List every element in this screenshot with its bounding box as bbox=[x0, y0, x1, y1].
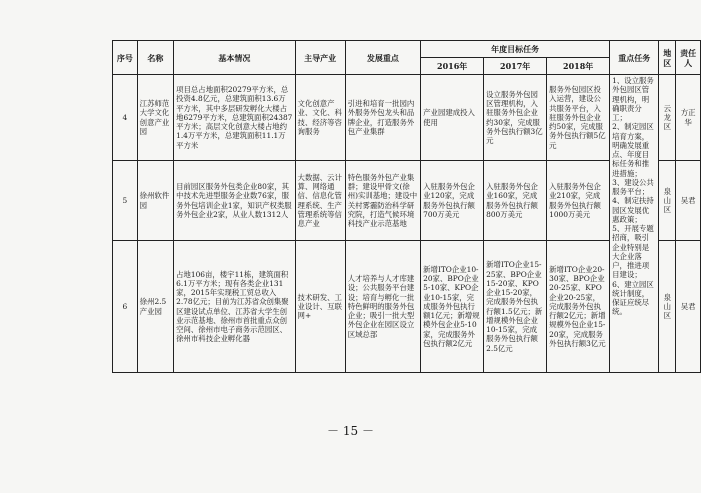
row-owner: 吴君 bbox=[676, 161, 701, 241]
row-basic: 项目总占地面积20279平方米，总投资4.8亿元，总建筑面积13.6万平方米，其中多层研发孵化大楼占地6279平方米，总建筑面积24387平方米；高层文化创意大楼占地约1.4万平方米，总建筑面积11.1万平方米 bbox=[174, 75, 295, 161]
row-district: 泉山区 bbox=[659, 241, 676, 373]
row-focus: 引进和培育一批园内外服务外包龙头和品牌企业，打造服务外包产业集群 bbox=[345, 75, 420, 161]
task-table bbox=[112, 40, 701, 373]
row-2017: 设立服务外包园区管理机构，入驻服务外包企业约30家，完成服务外包执行额3亿元 bbox=[484, 75, 547, 161]
row-district: 云龙区 bbox=[659, 75, 676, 161]
row-district: 泉山区 bbox=[659, 161, 676, 241]
row-2016: 入驻服务外包企业120家，完成服务外包执行额700万美元 bbox=[421, 161, 484, 241]
header-focus: 发展重点 bbox=[345, 41, 420, 75]
row-basic: 目前园区服务外包类企业80家，其中技术先进型服务企业数76家，服务外包培训企业1家，知识产权类服务外包企业2家，从业人数1312人 bbox=[174, 161, 295, 241]
row-2017: 入驻服务外包企业160家，完成服务外包执行额800万美元 bbox=[484, 161, 547, 241]
row-focus: 特色服务外包产业集群；建设甲骨文(徐州)实训基地；建设中关村雾霾防治科学研究院，打造气候环境科技产业示范基地 bbox=[345, 161, 420, 241]
header-industry: 主导产业 bbox=[295, 41, 345, 75]
row-2018: 入驻服务外包企业210家，完成服务外包执行额1000万美元 bbox=[547, 161, 610, 241]
row-tasks: 1、设立服务外包园区管理机构，明确职责分工； 2、制定园区培育方案，明确发展重点、年度目标任务和推进措施； 3、建设公共服务平台； 4、制定扶持园区发展优惠政策； 5、开展专题招商，吸引企业特别是大企业落户，推进项目建设； 6、建立园区统计制度，保证应统尽统。 bbox=[610, 75, 659, 373]
page-number: － 15 － bbox=[327, 424, 374, 438]
table-row bbox=[113, 75, 701, 161]
row-owner: 吴君 bbox=[676, 241, 701, 373]
row-industry: 文化创意产业、文化、科技、经济等咨询服务 bbox=[295, 75, 345, 161]
row-no: 5 bbox=[113, 161, 138, 241]
row-focus: 人才培养与人才库建设；公共服务平台建设；培育与孵化一批特色鲜明的服务外包企业；吸引一批大型外包企业在园区设立区域总部 bbox=[345, 241, 420, 373]
header-2018: 2018年 bbox=[547, 58, 610, 75]
row-2018: 新增ITO企业20-30家、BPO企业20-25家、KPO企业20-25家，完成服务外包执行额2亿元；新增规模外包企业15-20家，完成服务外包执行额3亿元 bbox=[547, 241, 610, 373]
row-no: 4 bbox=[113, 75, 138, 161]
header-tasks: 重点任务 bbox=[610, 41, 659, 75]
row-basic: 占地106亩，楼宇11栋，建筑面积6.1万平方米；现有各类企业131家，2015年实现税工贸总收入2.78亿元；目前为江苏省众创集聚区建设试点单位、江苏省大学生创业示范基地、徐州市首批重点众创空间、徐州市电子商务示范园区、徐州市科技企业孵化器 bbox=[174, 241, 295, 373]
row-name: 徐州2.5产业园 bbox=[137, 241, 173, 373]
header-no: 序号 bbox=[113, 41, 138, 75]
header-name: 名称 bbox=[137, 41, 173, 75]
row-no: 6 bbox=[113, 241, 138, 373]
header-owner: 责任人 bbox=[676, 41, 701, 75]
header-basic: 基本情况 bbox=[174, 41, 295, 75]
header-2016: 2016年 bbox=[421, 58, 484, 75]
row-name: 徐州软件园 bbox=[137, 161, 173, 241]
row-owner: 方正华 bbox=[676, 75, 701, 161]
row-industry: 大数据、云计算、网络通信、信息化管理系统、生产管理系统等信息产业 bbox=[295, 161, 345, 241]
header-targets: 年度目标任务 bbox=[421, 41, 610, 58]
header-district: 地区 bbox=[659, 41, 676, 75]
row-2016: 产业园建成投入使用 bbox=[421, 75, 484, 161]
header-2017: 2017年 bbox=[484, 58, 547, 75]
row-2017: 新增ITO企业15-25家、BPO企业15-20家、KPO企业15-20家，完成服务外包执行额1.5亿元；新增规模外包企业10-15家，完成服务外包执行额2.5亿元 bbox=[484, 241, 547, 373]
row-2016: 新增ITO企业10-20家、BPO企业5-10家、KPO企业10-15家，完成服务外包执行额1亿元；新增规模外包企业5-10家，完成服务外包执行额2亿元 bbox=[421, 241, 484, 373]
row-name: 江苏师范大学文化创意产业园 bbox=[137, 75, 173, 161]
row-industry: 技术研发、工业设计、互联网+ bbox=[295, 241, 345, 373]
row-2018: 服务外包园区投入运营，建设公共服务平台，入驻服务外包企业约50家，完成服务外包执行额5亿元 bbox=[547, 75, 610, 161]
